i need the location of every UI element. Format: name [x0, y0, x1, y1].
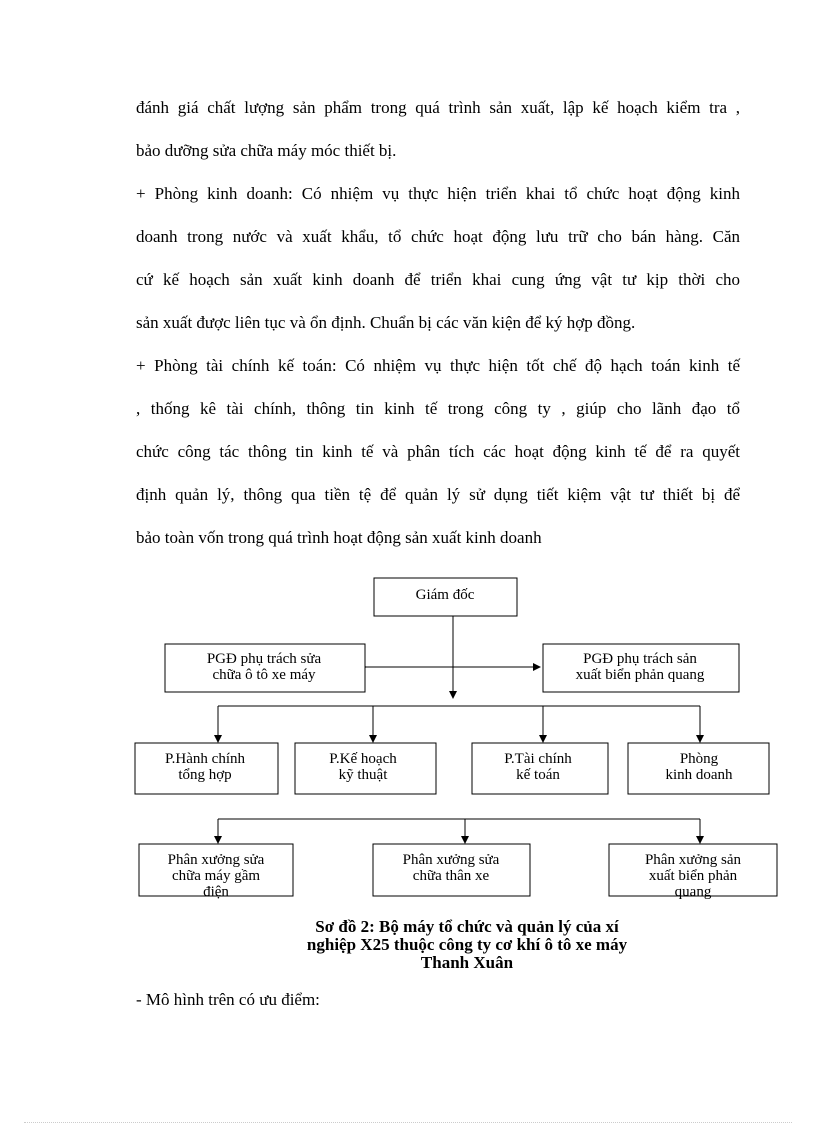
workshop-body-label: chữa thân xe: [412, 868, 490, 884]
diagram-caption: [232, 918, 702, 972]
workshop-body-label: Phân xưởng sửa: [402, 852, 500, 868]
deputy-right-label: xuất biển phản quang: [575, 667, 705, 683]
workshop-repair-label: điện: [203, 884, 229, 900]
dept-plan-label: P.Kế hoạch: [329, 751, 397, 767]
dept-admin-label: tổng hợp: [178, 767, 232, 783]
text-line: doanh trong nước và xuất khẩu, tổ chức hoạt động lưu trữ cho bán hàng. Căn: [136, 227, 740, 246]
text-line: bảo dưỡng sửa chữa máy móc thiết bị.: [136, 141, 397, 160]
caption-line: Sơ đồ 2: Bộ máy tổ chức và quản lý của xí: [315, 917, 619, 936]
workshop-sign-label: Phân xưởng sản: [644, 852, 742, 868]
text-line: bảo toàn vốn trong quá trình hoạt động sản xuất kinh doanh: [136, 528, 542, 547]
dept-plan-label: kỹ thuật: [338, 767, 388, 783]
text-line: + Phòng kinh doanh: Có nhiệm vụ thực hiện triển khai tổ chức hoạt động kinh: [136, 184, 740, 203]
deputy-left-label: PGĐ phụ trách sửa: [206, 651, 322, 667]
deputy-left-label: chữa ô tô xe máy: [212, 667, 316, 683]
caption-line: Thanh Xuân: [420, 953, 514, 972]
workshop-repair-label: chữa máy gầm: [171, 868, 261, 884]
dept-finance-label: kế toán: [516, 767, 560, 783]
dept-business-label: Phòng: [679, 751, 719, 767]
dept-finance-label: P.Tài chính: [504, 751, 572, 767]
workshop-sign-label: xuất biển phản: [648, 868, 738, 884]
text-line: sản xuất được liên tục và ổn định. Chuẩn bị các văn kiện để ký hợp đồng.: [136, 313, 636, 332]
text-line: đánh giá chất lượng sản phẩm trong quá trình sản xuất, lập kế hoạch kiểm tra ,: [136, 98, 740, 117]
director-label: Giám đốc: [415, 587, 475, 603]
caption-line: nghiệp X25 thuộc công ty cơ khí ô tô xe máy: [306, 935, 628, 954]
text-line: chức công tác thông tin kinh tế và phân tích các hoạt động kinh tế để ra quyết: [136, 442, 740, 461]
text-line: định quản lý, thông qua tiền tệ để quản lý sử dụng tiết kiệm vật tư thiết bị để: [136, 485, 740, 504]
dept-admin-label: P.Hành chính: [165, 751, 245, 767]
workshop-repair-label: Phân xưởng sửa: [167, 852, 265, 868]
text-line: + Phòng tài chính kế toán: Có nhiệm vụ thực hiện tốt chế độ hạch toán kinh tế: [136, 356, 740, 375]
closing-line: - Mô hình trên có ưu điểm:: [136, 990, 320, 1009]
dept-business-label: kinh doanh: [665, 767, 733, 783]
workshop-sign-label: quang: [674, 884, 712, 900]
text-line: cứ kế hoạch sản xuất kinh doanh để triển khai cung ứng vật tư kịp thời cho: [136, 270, 740, 289]
deputy-right-label: PGĐ phụ trách sản: [583, 651, 697, 667]
text-line: , thống kê tài chính, thông tin kinh tế trong công ty , giúp cho lãnh đạo tổ: [136, 399, 740, 418]
